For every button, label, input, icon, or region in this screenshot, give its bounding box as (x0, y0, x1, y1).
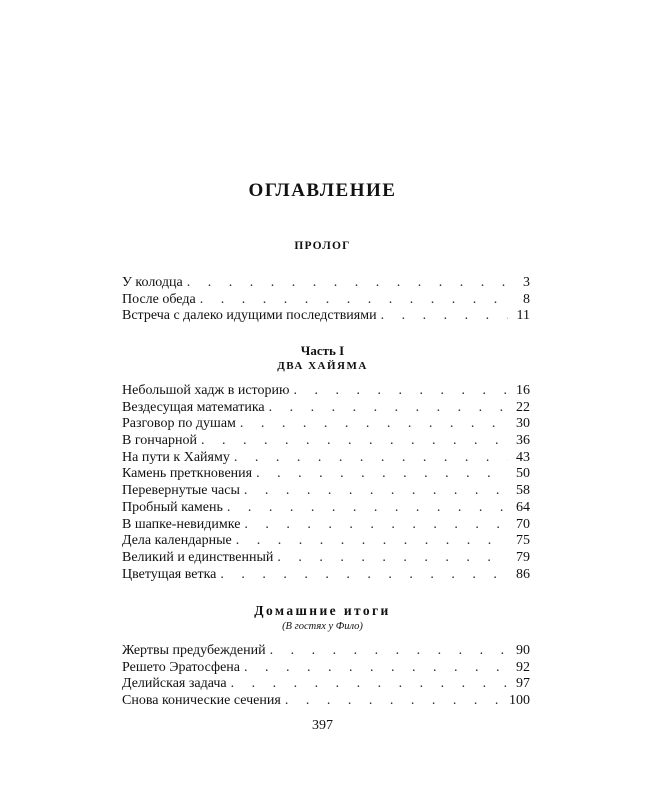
toc-entry[interactable] (122, 400, 530, 417)
toc-entry-label: Решето Эратосфена (122, 659, 240, 675)
leader-dots (281, 693, 508, 710)
toc-entry-page: 79 (516, 549, 530, 565)
toc-entry[interactable] (122, 567, 530, 584)
toc-entry-label: Снова конические сечения (122, 693, 281, 709)
toc-entry-label: Жертвы предубеждений (122, 643, 266, 658)
toc-entry-page: 11 (516, 308, 530, 324)
toc-entry[interactable] (122, 466, 530, 483)
toc-entry[interactable] (122, 450, 530, 467)
toc-entry[interactable] (122, 676, 530, 693)
toc-entry[interactable] (122, 500, 530, 517)
toc-entry-label: Небольшой хадж в историю (122, 383, 290, 398)
toc-entry[interactable] (122, 660, 530, 677)
prolog-heading: ПРОЛОГ (294, 240, 351, 252)
toc-entry[interactable] (122, 533, 530, 550)
toc-entry-page: 22 (516, 399, 530, 415)
toc-entry[interactable] (122, 643, 530, 660)
part1-subheading: ДВА ХАЙЯМА (277, 360, 368, 372)
leader-dots (232, 533, 508, 550)
toc-entry-label: Перевернутые часы (122, 483, 240, 499)
toc-entry[interactable] (122, 517, 530, 534)
leader-dots (216, 567, 508, 584)
leader-dots (230, 450, 508, 467)
toc-entry-label: Цветущая ветка (122, 566, 217, 582)
toc-entry-label: В гончарной (122, 433, 197, 449)
leader-dots (223, 500, 508, 517)
toc-entry-label: У колодца (122, 275, 183, 290)
leader-dots (265, 400, 508, 417)
page-number: 397 (312, 718, 333, 733)
part1-toc (122, 383, 530, 583)
toc-entry-page: 30 (516, 416, 530, 432)
leader-dots (183, 275, 508, 292)
toc-entry-label: Великий и единственный (122, 549, 274, 565)
toc-entry-page: 16 (516, 383, 530, 398)
toc-entry[interactable] (122, 693, 530, 710)
prolog-toc (122, 275, 530, 325)
toc-entry[interactable] (122, 292, 530, 309)
leader-dots (240, 660, 508, 677)
toc-entry-label: Камень преткновения (122, 466, 253, 482)
toc-entry-page: 86 (516, 566, 530, 582)
leader-dots (197, 433, 508, 450)
toc-entry-label: В шапке-невидимке (122, 516, 241, 532)
leader-dots (227, 676, 508, 693)
toc-entry-label: После обеда (122, 291, 196, 307)
toc-entry-page: 58 (516, 483, 530, 499)
leader-dots (266, 643, 508, 660)
page-title: ОГЛАВЛЕНИЕ (248, 180, 397, 201)
toc-entry-page: 50 (516, 466, 530, 482)
toc-entry-page: 70 (516, 516, 530, 532)
toc-entry-page: 100 (509, 693, 530, 709)
part1-heading: Часть I (300, 343, 345, 358)
toc-entry[interactable] (122, 483, 530, 500)
toc-entry[interactable] (122, 433, 530, 450)
toc-entry[interactable] (122, 275, 530, 292)
toc-entry-label: Разговор по душам (122, 416, 236, 432)
toc-entry-page: 75 (516, 533, 530, 549)
toc-entry[interactable] (122, 383, 530, 400)
leader-dots (252, 466, 508, 483)
leader-dots (273, 550, 508, 567)
toc-entry-label: Делийская задача (122, 676, 227, 692)
leader-dots (289, 383, 508, 400)
toc-entry-page: 3 (523, 275, 530, 290)
toc-entry-page: 8 (523, 291, 530, 307)
toc-entry-label: Дела календарные (122, 533, 232, 549)
leader-dots (236, 416, 508, 433)
leader-dots (240, 517, 508, 534)
toc-entry-page: 64 (516, 499, 530, 515)
toc-entry-page: 90 (516, 643, 530, 658)
domashnie-toc (122, 643, 530, 710)
toc-entry-label: На пути к Хайяму (122, 449, 230, 465)
toc-entry-page: 36 (516, 433, 530, 449)
toc-entry[interactable] (122, 550, 530, 567)
toc-entry-page: 92 (516, 659, 530, 675)
toc-entry-label: Пробный камень (122, 499, 223, 515)
leader-dots (196, 292, 508, 309)
toc-entry-label: Встреча с далеко идущими последствиями (122, 308, 377, 324)
domashnie-subheading: (В гостях у Фило) (282, 621, 363, 632)
toc-entry[interactable] (122, 416, 530, 433)
leader-dots (240, 483, 508, 500)
leader-dots (377, 308, 508, 325)
toc-entry-page: 97 (516, 676, 530, 692)
toc-entry-label: Вездесущая математика (122, 399, 265, 415)
toc-entry-page: 43 (516, 449, 530, 465)
toc-entry[interactable] (122, 308, 530, 325)
domashnie-heading: Домашние итоги (254, 603, 391, 618)
